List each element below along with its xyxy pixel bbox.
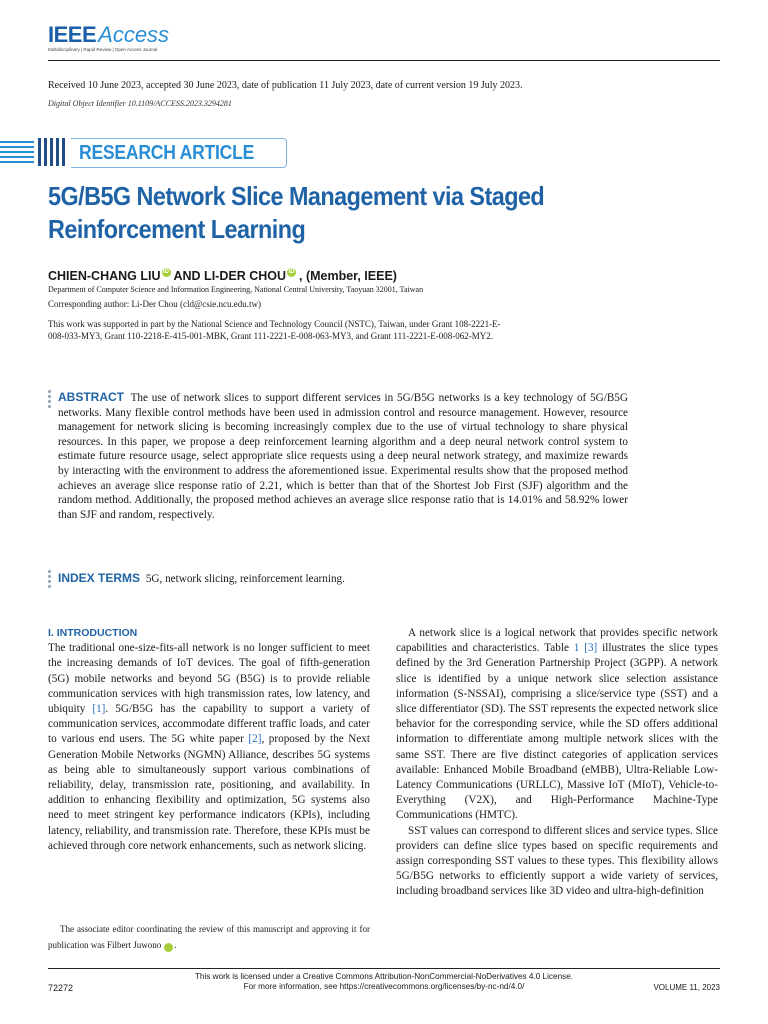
index-terms-marker-icon (48, 570, 51, 590)
journal-logo (48, 22, 169, 48)
footnote-text: The associate editor coordinating the review of this manuscript and approving it for publication was Filbert Juwono (48, 924, 370, 950)
banner-stripes-icon (0, 136, 70, 170)
citation-link[interactable]: [2] (248, 733, 262, 746)
logo-access: Access (98, 22, 170, 47)
page-number: 72272 (48, 983, 74, 993)
article-type-banner (0, 136, 270, 170)
logo-ieee: IEEE (48, 22, 97, 47)
intro-text: A network slice is a logical network that provides specific network capabilities and characteristics. Table (396, 627, 718, 655)
index-terms-text: 5G, network slicing, reinforcement learning. (145, 573, 345, 585)
orcid-icon[interactable]: iD (163, 269, 169, 275)
table-link[interactable]: 1 (573, 642, 580, 655)
intro-text: illustrates the slice types defined by the 3rd Generation Partnership Project (3GPP). A network slice is identified by a unique network slice selection assistance information (S-NSSAI), comprising a slice/service type (SST) and a slice differentiator (SD). The SST represents the expected network slice behavior for the corresponding service, while the SD offers additional information to differentiate among multiple network slices with the same SST. There are five distinct categories of application services available: Enhanced Mobile Broadband (eMBB), Ultra-Reliable Low-Latency Communications (URLLC), Massive IoT (MIoT), Vehicle-to-Everything (V2X), and High-Performance Machine-Type Communications (HMTC). (396, 642, 718, 822)
orcid-icon[interactable]: iD (164, 943, 173, 952)
intro-paragraph (48, 641, 370, 854)
authors (48, 268, 397, 283)
banner-box (71, 138, 287, 168)
orcid-icon[interactable]: iD (288, 269, 295, 275)
intro-paragraph (396, 626, 718, 824)
right-column (396, 626, 718, 900)
logo-tagline: Multidisciplinary | Rapid Review | Open Access Journal (48, 47, 158, 52)
index-terms-label: INDEX TERMS (58, 571, 141, 585)
author-suffix: , (Member, IEEE) (299, 268, 397, 283)
abstract-marker-icon (48, 390, 51, 410)
doi: Digital Object Identifier 10.1109/ACCESS.2023.3294281 (48, 99, 232, 108)
volume: VOLUME 11, 2023 (653, 983, 720, 992)
citation-link[interactable]: [1] (92, 703, 106, 716)
left-column (48, 626, 370, 854)
section-heading: I. INTRODUCTION (48, 627, 138, 639)
author-separator: AND LI-DER CHOU (173, 268, 286, 283)
footnote (48, 921, 370, 953)
received-dates: Received 10 June 2023, accepted 30 June 2023, date of publication 11 July 2023, date of current version 19 July 2023. (48, 80, 523, 91)
footnote-end: . (174, 940, 177, 950)
citation-link[interactable]: [3] (584, 642, 598, 655)
footer-rule (48, 968, 720, 969)
license-url[interactable]: For more information, see https://creativecommons.org/licenses/by-nc-nd/4.0/ (243, 982, 525, 991)
license-notice (184, 972, 584, 992)
paper-title: 5G/B5G Network Slice Management via Staged Reinforcement Learning (48, 181, 545, 244)
intro-text: , proposed by the Next Generation Mobile Networks (NGMN) Alliance, describes 5G systems as being able to simultaneously support various combinations of reliability, delay, transmission rate, positioning, and availability. In addition to enhancing flexibility and optimization, 5G systems also need to meet stringent key performance indicators (KPIs), including latency, reliability, and transmission rate. Therefore, these KPIs must be achieved through core network enhancements, such as network slicing. (48, 733, 370, 852)
intro-text: The traditional one-size-fits-all network is no longer sufficient to meet the increasing demands of IoT devices. The goal of fifth-generation (5G) mobile networks and beyond 5G (B5G) is to provide reliable communication services with high transmission rates, low latency, and ubiquity (48, 642, 370, 716)
abstract-text: The use of network slices to support different services in 5G/B5G networks is a key technology of 5G/B5G networks. Many flexible control methods have been used in admission control and resource management. However, resource management for network slicing is becoming increasingly complex due to the use of virtual technology to share physical resources. In this paper, we propose a deep reinforcement learning algorithm and a deep neural network control system to estimate future resource usage, select appropriate slice requests using a deep neural network strategy, and maximize rewards by interacting with the environment to address the aforementioned issue. Experimental results show that the proposed method achieves an average slice response ratio of 2.21, which is better than that of the Shortest Job First (SJF) algorithm and the random method. Additionally, the proposed method achieves an average slice response ratio that is 14.01% and 58.92% lower than SJF and random, respectively. (58, 392, 628, 521)
intro-paragraph: SST values can correspond to different slices and service types. Slice providers can define slice types based on specific requirements and assign corresponding SST values to these types. This flexibility allows 5G/B5G networks to efficiently support a wide variety of services, including broadband services like 3D video and ultra-high-definition (396, 824, 718, 898)
header-rule (48, 60, 720, 61)
index-terms (58, 571, 345, 585)
author-1: CHIEN-CHANG LIU (48, 268, 161, 283)
intro-text: . 5G/B5G has the capability to support a variety of communication services, accommodate different traffic loads, and cater to various end users. The 5G white paper (48, 703, 370, 746)
abstract (58, 390, 628, 522)
affiliation: Department of Computer Science and Information Engineering, National Central University, Taoyuan 32001, Taiwan (48, 285, 424, 294)
funding-note: This work was supported in part by the National Science and Technology Council (NSTC), Taiwan, under Grant 108-2221-E-008-033-MY3, Grant 110-2218-E-415-001-MBK, Grant 111-2221-E-008-063-MY3, and Grant 111-2221-E-008-062-MY2. (48, 319, 501, 341)
license-line: This work is licensed under a Creative Commons Attribution-NonCommercial-NoDerivatives 4.0 License. (194, 972, 574, 981)
article-type: RESEARCH ARTICLE (79, 141, 255, 164)
corresponding-author: Corresponding author: Li-Der Chou (cld@csie.ncu.edu.tw) (48, 299, 261, 309)
abstract-label: ABSTRACT (58, 390, 124, 404)
